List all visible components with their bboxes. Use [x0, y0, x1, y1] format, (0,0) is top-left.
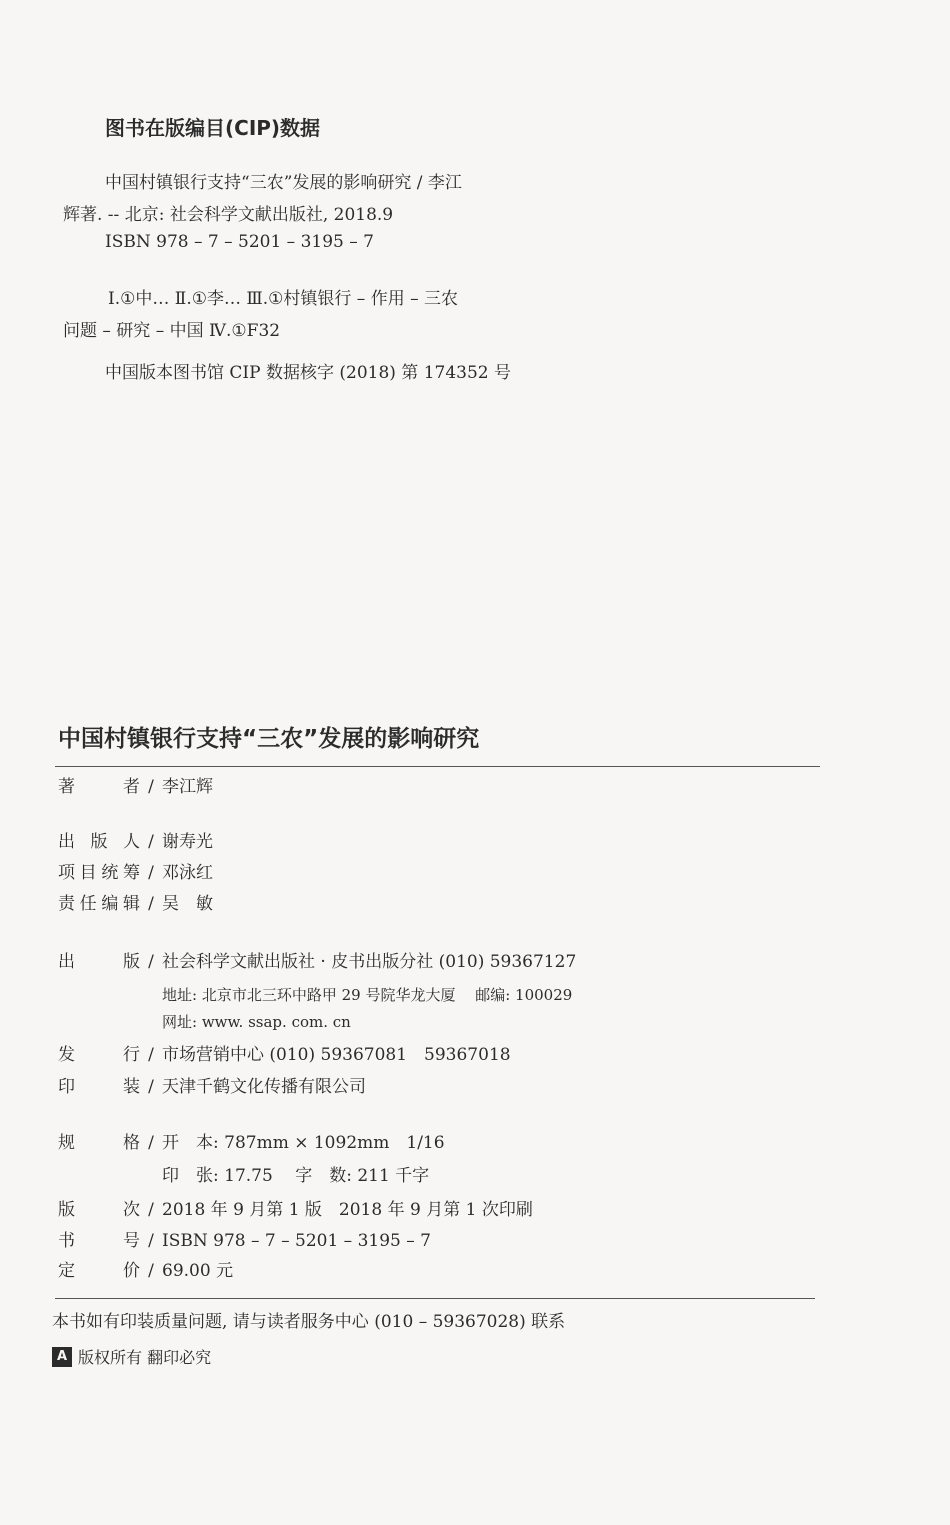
- print-value: 天津千鹤文化传播有限公司: [162, 1077, 366, 1097]
- publisher-website: 网址: www. ssap. com. cn: [162, 1013, 351, 1031]
- cip-heading: 图书在版编目(CIP)数据: [105, 116, 321, 140]
- publish-label: 出 版: [58, 952, 140, 972]
- edition-row: [58, 1195, 533, 1220]
- isbn-label: 书 号: [58, 1231, 140, 1251]
- cip-classification-line-2: 问题 – 研究 – 中国 Ⅳ.①F32: [63, 321, 281, 341]
- editor-value: 吴 敏: [162, 894, 213, 914]
- spec-label: 规 格: [58, 1133, 140, 1153]
- copyright-row: [52, 1345, 211, 1368]
- separator: /: [148, 832, 154, 852]
- project-label: 项目统筹: [58, 863, 140, 883]
- copyright-notice: 版权所有 翻印必究: [78, 1348, 212, 1367]
- cip-classification-line: Ⅰ.①中… Ⅱ.①李… Ⅲ.①村镇银行 – 作用 – 三农: [108, 289, 459, 309]
- print-row: [58, 1072, 366, 1097]
- publish-row: [58, 947, 576, 972]
- author-value: 李江辉: [162, 777, 213, 797]
- isbn-row: [58, 1226, 431, 1251]
- publisher-address: 地址: 北京市北三环中路甲 29 号院华龙大厦 邮编: 100029: [162, 986, 573, 1004]
- isbn-value: ISBN 978 – 7 – 5201 – 3195 – 7: [162, 1231, 431, 1251]
- project-row: [58, 858, 213, 883]
- footer-divider: [55, 1298, 815, 1299]
- spec-value: 开 本: 787mm × 1092mm 1/16: [162, 1133, 445, 1153]
- cip-title-line: 中国村镇银行支持“三农”发展的影响研究 / 李江: [105, 173, 462, 193]
- distribute-row: [58, 1040, 511, 1065]
- quality-notice: 本书如有印装质量问题, 请与读者服务中心 (010 – 59367028) 联系: [52, 1312, 566, 1332]
- edition-value: 2018 年 9 月第 1 版 2018 年 9 月第 1 次印刷: [162, 1200, 533, 1220]
- price-value: 69.00 元: [162, 1261, 234, 1281]
- separator: /: [148, 863, 154, 883]
- separator: /: [148, 1077, 154, 1097]
- spec-row-2: 印 张: 17.75 字 数: 211 千字: [162, 1166, 430, 1186]
- edition-label: 版 次: [58, 1200, 140, 1220]
- separator: /: [148, 894, 154, 914]
- project-value: 邓泳红: [162, 863, 213, 883]
- separator: /: [148, 777, 154, 797]
- price-label: 定 价: [58, 1261, 140, 1281]
- separator: /: [148, 952, 154, 972]
- author-label: 著 者: [58, 777, 140, 797]
- distribute-value: 市场营销中心 (010) 59367081 59367018: [162, 1045, 511, 1065]
- separator: /: [148, 1231, 154, 1251]
- cip-isbn: ISBN 978 – 7 – 5201 – 3195 – 7: [105, 232, 374, 252]
- separator: /: [148, 1261, 154, 1281]
- separator: /: [148, 1133, 154, 1153]
- publisher-person-label: 出 版 人: [58, 832, 140, 852]
- publisher-person-row: [58, 827, 213, 852]
- publisher-person-value: 谢寿光: [162, 832, 213, 852]
- print-label: 印 装: [58, 1077, 140, 1097]
- separator: /: [148, 1045, 154, 1065]
- book-title: 中国村镇银行支持“三农”发展的影响研究: [58, 726, 480, 752]
- editor-label: 责任编辑: [58, 894, 140, 914]
- spec-row: [58, 1128, 445, 1153]
- separator: /: [148, 1200, 154, 1220]
- distribute-label: 发 行: [58, 1045, 140, 1065]
- author-row: [58, 772, 213, 797]
- publisher-logo-icon: A: [52, 1347, 72, 1367]
- editor-row: [58, 889, 213, 914]
- title-divider: [55, 766, 820, 767]
- cip-publication-line: 辉著. -- 北京: 社会科学文献出版社, 2018.9: [63, 205, 394, 225]
- cip-record-number: 中国版本图书馆 CIP 数据核字 (2018) 第 174352 号: [105, 363, 512, 383]
- publish-value: 社会科学文献出版社 · 皮书出版分社 (010) 59367127: [162, 952, 577, 972]
- price-row: [58, 1256, 233, 1281]
